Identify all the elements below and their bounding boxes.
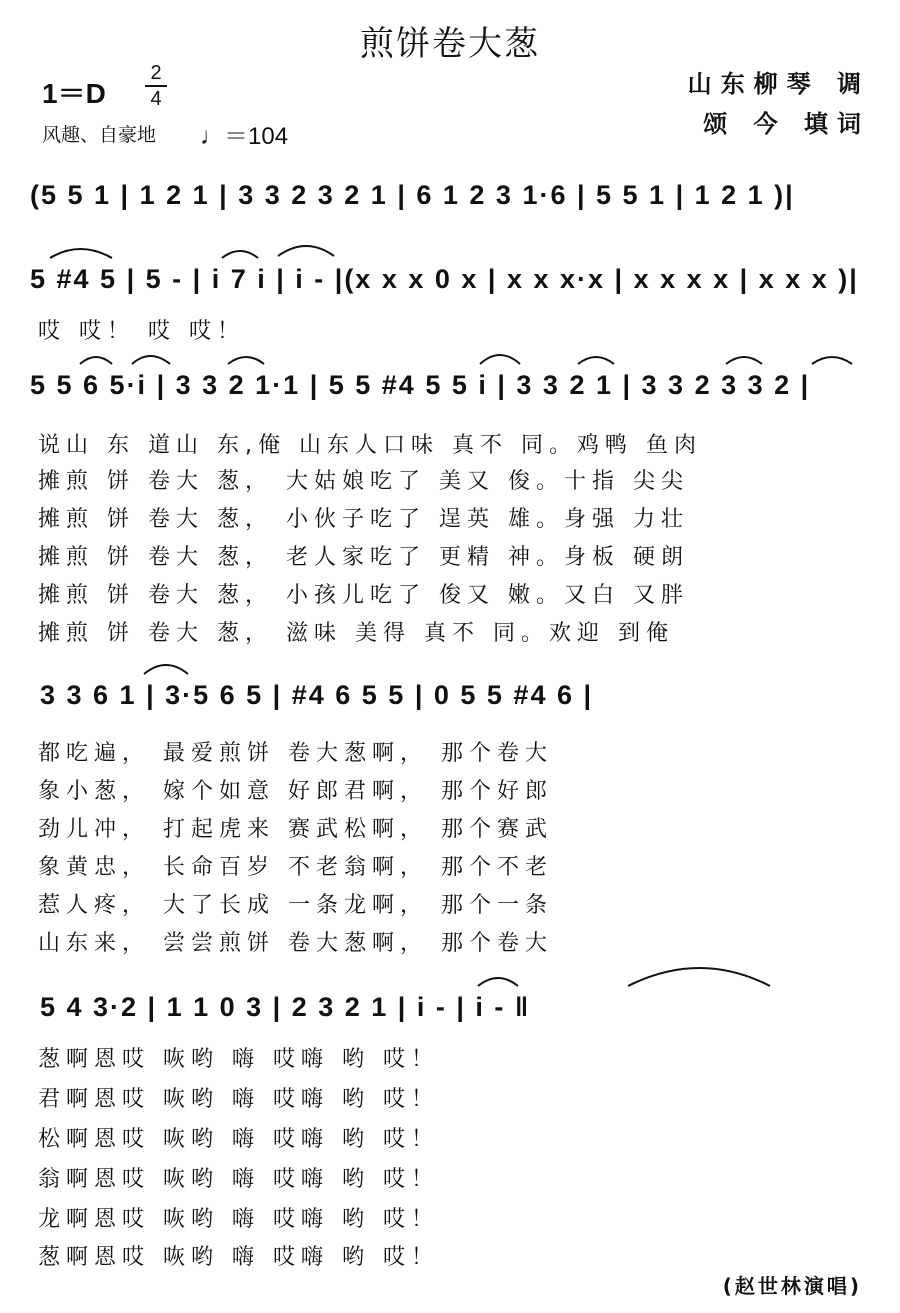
lyric-row-3-line-1: 说山 东 道山 东,俺 山东人口味 真不 同。鸡鸭 鱼肉 xyxy=(38,433,702,458)
lyric-row-3-line-6: 摊煎 饼 卷大 葱， 滋味 美得 真不 同。欢迎 到俺 xyxy=(38,621,674,646)
lyric-row-5-line-1: 葱啊恩哎 咴哟 嗨 哎嗨 哟 哎！ xyxy=(38,1047,439,1072)
slur-arc xyxy=(812,357,852,364)
lyric-row-3-line-3: 摊煎 饼 卷大 葱， 小伙子吃了 逞英 雄。身强 力壮 xyxy=(38,507,689,532)
song-title: 煎饼卷大葱 xyxy=(360,24,540,64)
lyric-row-4-line-6: 山东来， 尝尝煎饼 卷大葱啊， 那个卷大 xyxy=(38,931,553,956)
key-signature: 1＝D xyxy=(42,78,106,109)
slur-arc xyxy=(144,665,188,674)
slur-arc xyxy=(228,357,264,364)
notation-row-5: 5 4 3·2 | 1 1 0 3 | 2 3 2 1 | i - | i - ‖ xyxy=(40,992,531,1022)
lyric-row-3-line-2: 摊煎 饼 卷大 葱， 大姑娘吃了 美又 俊。十指 尖尖 xyxy=(38,469,689,494)
slur-arc xyxy=(278,246,334,256)
slur-arc xyxy=(628,968,770,986)
slur-arc xyxy=(726,357,762,364)
lyric-row-5-line-3: 松啊恩哎 咴哟 嗨 哎嗨 哟 哎！ xyxy=(38,1127,439,1152)
tempo-value: ＝104 xyxy=(224,123,289,150)
time-signature-top: 2 xyxy=(150,62,162,84)
performer-credit: (赵世林演唱) xyxy=(722,1274,862,1298)
slur-arc xyxy=(80,357,112,364)
lyric-row-4-line-3: 劲儿冲， 打起虎来 赛武松啊， 那个赛武 xyxy=(38,817,553,842)
lyric-row-4-line-2: 象小葱， 嫁个如意 好郎君啊， 那个好郎 xyxy=(38,779,553,804)
expression-marking: 风趣、自豪地 xyxy=(42,124,157,146)
slur-arc xyxy=(578,357,614,364)
lyric-row-3-line-5: 摊煎 饼 卷大 葱， 小孩儿吃了 俊又 嫩。又白 又胖 xyxy=(38,583,689,608)
notation-row-1: (5 5 1 | 1 2 1 | 3 3 2 3 2 1 | 6 1 2 3 1·6 | 5 5 1 | 1 2 1 )| xyxy=(30,180,795,210)
lyric-row-5-line-5: 龙啊恩哎 咴哟 嗨 哎嗨 哟 哎！ xyxy=(38,1207,439,1232)
lyric-row-5-line-6: 葱啊恩哎 咴哟 嗨 哎嗨 哟 哎！ xyxy=(38,1245,439,1270)
lyric-row-4-line-4: 象黄忠， 长命百岁 不老翁啊， 那个不老 xyxy=(38,855,553,880)
slur-arc xyxy=(50,249,112,258)
quarter-note-icon: ♩ xyxy=(200,123,224,150)
slur-arc xyxy=(132,356,170,364)
lyric-row-4-line-5: 惹人疼， 大了长成 一条龙啊， 那个一条 xyxy=(38,893,553,918)
lyric-row-3-line-4: 摊煎 饼 卷大 葱， 老人家吃了 更精 神。身板 硬朗 xyxy=(38,545,689,570)
time-signature-bottom: 4 xyxy=(150,88,162,110)
credit-melody: 山东柳琴 调 xyxy=(687,70,870,98)
lyric-row-4-line-1: 都吃遍， 最爱煎饼 卷大葱啊， 那个卷大 xyxy=(38,741,553,766)
lyric-row-2-line-1: 哎 哎！ 哎 哎！ xyxy=(38,319,245,344)
slur-arc xyxy=(480,355,520,364)
notation-row-2: 5 #4 5 | 5 - | i 7 i | i - |(x x x 0 x | x x x·x | x x x x | x x x )| xyxy=(30,264,859,294)
lyric-row-5-line-4: 翁啊恩哎 咴哟 嗨 哎嗨 哟 哎！ xyxy=(38,1167,439,1192)
slur-arc xyxy=(222,251,258,258)
credit-lyricist: 颂 今 填词 xyxy=(703,110,870,138)
slur-arc xyxy=(478,978,518,986)
lyric-row-5-line-2: 君啊恩哎 咴哟 嗨 哎嗨 哟 哎！ xyxy=(38,1087,439,1112)
notation-row-3: 5 5 6 5·i | 3 3 2 1·1 | 5 5 #4 5 5 i | 3 3 2 1 | 3 3 2 3 3 2 | xyxy=(30,370,811,400)
notation-row-4: 3 3 6 1 | 3·5 6 5 | #4 6 5 5 | 0 5 5 #4 6 | xyxy=(40,680,594,710)
